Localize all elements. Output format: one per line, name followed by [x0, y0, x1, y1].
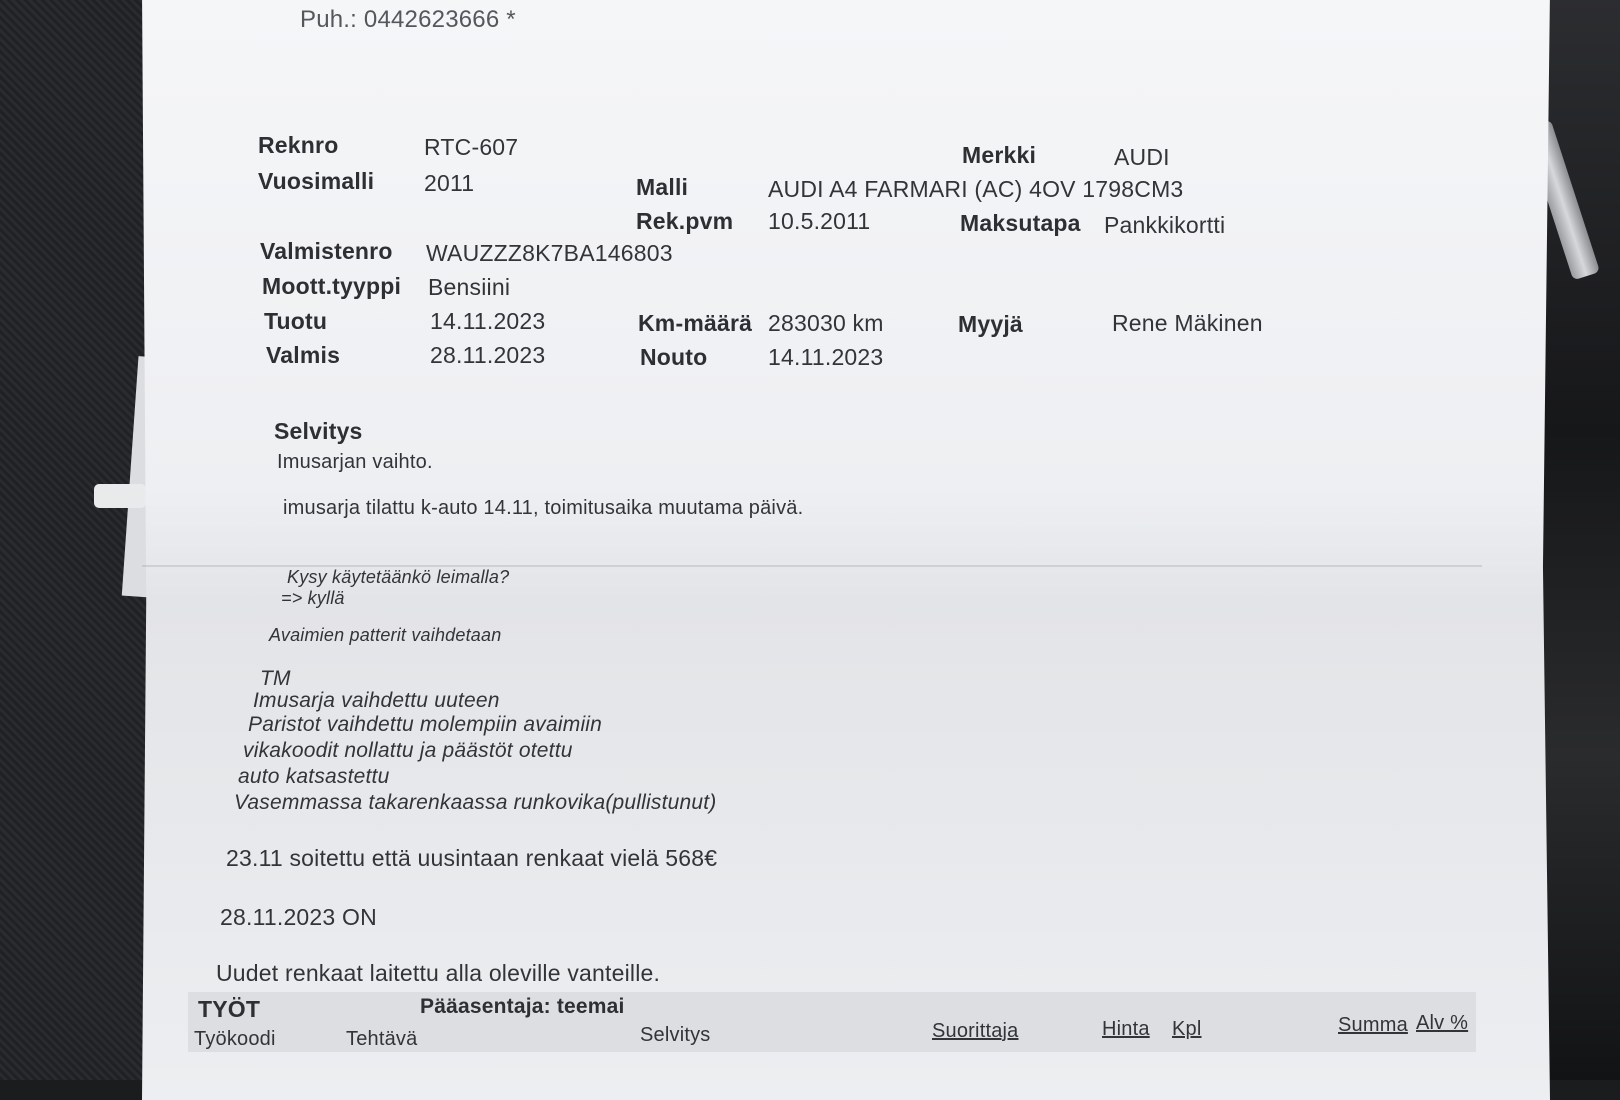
selvitys-heading: Selvitys [274, 418, 363, 444]
note-line: Paristot vaihdettu molempiin avaimiin [248, 713, 603, 736]
valmistenro-label: Valmistenro [260, 238, 393, 264]
malli-value: AUDI A4 FARMARI (AC) 4OV 1798CM3 [768, 176, 1184, 202]
nouto-label: Nouto [640, 344, 708, 370]
column-suorittaja: Suorittaja [932, 1020, 1019, 1042]
note-line: Uudet renkaat laitettu alla oleville vanteille. [216, 960, 661, 986]
km-value: 283030 km [768, 310, 884, 336]
note-line: TM [260, 667, 291, 690]
malli-label: Malli [636, 174, 689, 200]
selvitys-line: Imusarjan vaihto. [277, 451, 433, 473]
column-tyokoodi: Työkoodi [194, 1028, 276, 1050]
note-line: vikakoodit nollattu ja päästöt otettu [243, 739, 573, 762]
km-label: Km-määrä [638, 310, 753, 336]
note-line: auto katsastettu [238, 765, 390, 788]
nouto-value: 14.11.2023 [768, 344, 884, 370]
phone-number: Puh.: 0442623666 * [300, 6, 516, 33]
moott-value: Bensiini [428, 274, 511, 300]
reknro-value: RTC-607 [424, 134, 519, 160]
merkki-label: Merkki [962, 142, 1037, 168]
column-alv: Alv % [1416, 1012, 1469, 1034]
tuotu-label: Tuotu [264, 308, 328, 334]
paaasentaja: Pääasentaja: teemai [420, 995, 625, 1018]
column-selvitys: Selvitys [640, 1024, 711, 1046]
note-line: 23.11 soitettu että uusintaan renkaat vielä 568€ [226, 845, 718, 871]
merkki-value: AUDI [1114, 144, 1170, 170]
column-kpl: Kpl [1172, 1018, 1202, 1040]
valmis-label: Valmis [266, 342, 341, 368]
note-line: Imusarja vaihdettu uuteen [253, 689, 500, 712]
myyja-label: Myyjä [958, 311, 1023, 337]
rekpvm-value: 10.5.2011 [768, 208, 871, 234]
maksutapa-value: Pankkikortti [1104, 212, 1226, 238]
column-summa: Summa [1338, 1014, 1408, 1036]
valmis-value: 28.11.2023 [430, 342, 546, 368]
myyja-value: Rene Mäkinen [1112, 310, 1263, 336]
note-line: Vasemmassa takarenkaassa runkovika(pullistunut) [234, 791, 717, 814]
valmistenro-value: WAUZZZ8K7BA146803 [426, 240, 673, 266]
note-line: Avaimien patterit vaihdetaan [269, 625, 502, 645]
note-line: => kyllä [281, 588, 345, 608]
selvitys-line: imusarja tilattu k-auto 14.11, toimitusaika muutama päivä. [283, 497, 804, 519]
rekpvm-label: Rek.pvm [636, 208, 734, 234]
column-tehtava: Tehtävä [346, 1028, 418, 1050]
reknro-label: Reknro [258, 132, 339, 158]
tyot-title: TYÖT [198, 996, 261, 1022]
note-line: 28.11.2023 ON [220, 904, 377, 930]
moott-label: Moott.tyyppi [262, 273, 402, 299]
note-line: Kysy käytetäänkö leimalla? [287, 567, 510, 587]
tuotu-value: 14.11.2023 [430, 308, 546, 334]
background-plug [94, 484, 146, 508]
column-hinta: Hinta [1102, 1018, 1150, 1040]
vuosimalli-value: 2011 [424, 170, 475, 196]
vuosimalli-label: Vuosimalli [258, 168, 375, 194]
maksutapa-label: Maksutapa [960, 210, 1081, 236]
work-order-paper [142, 0, 1550, 1100]
